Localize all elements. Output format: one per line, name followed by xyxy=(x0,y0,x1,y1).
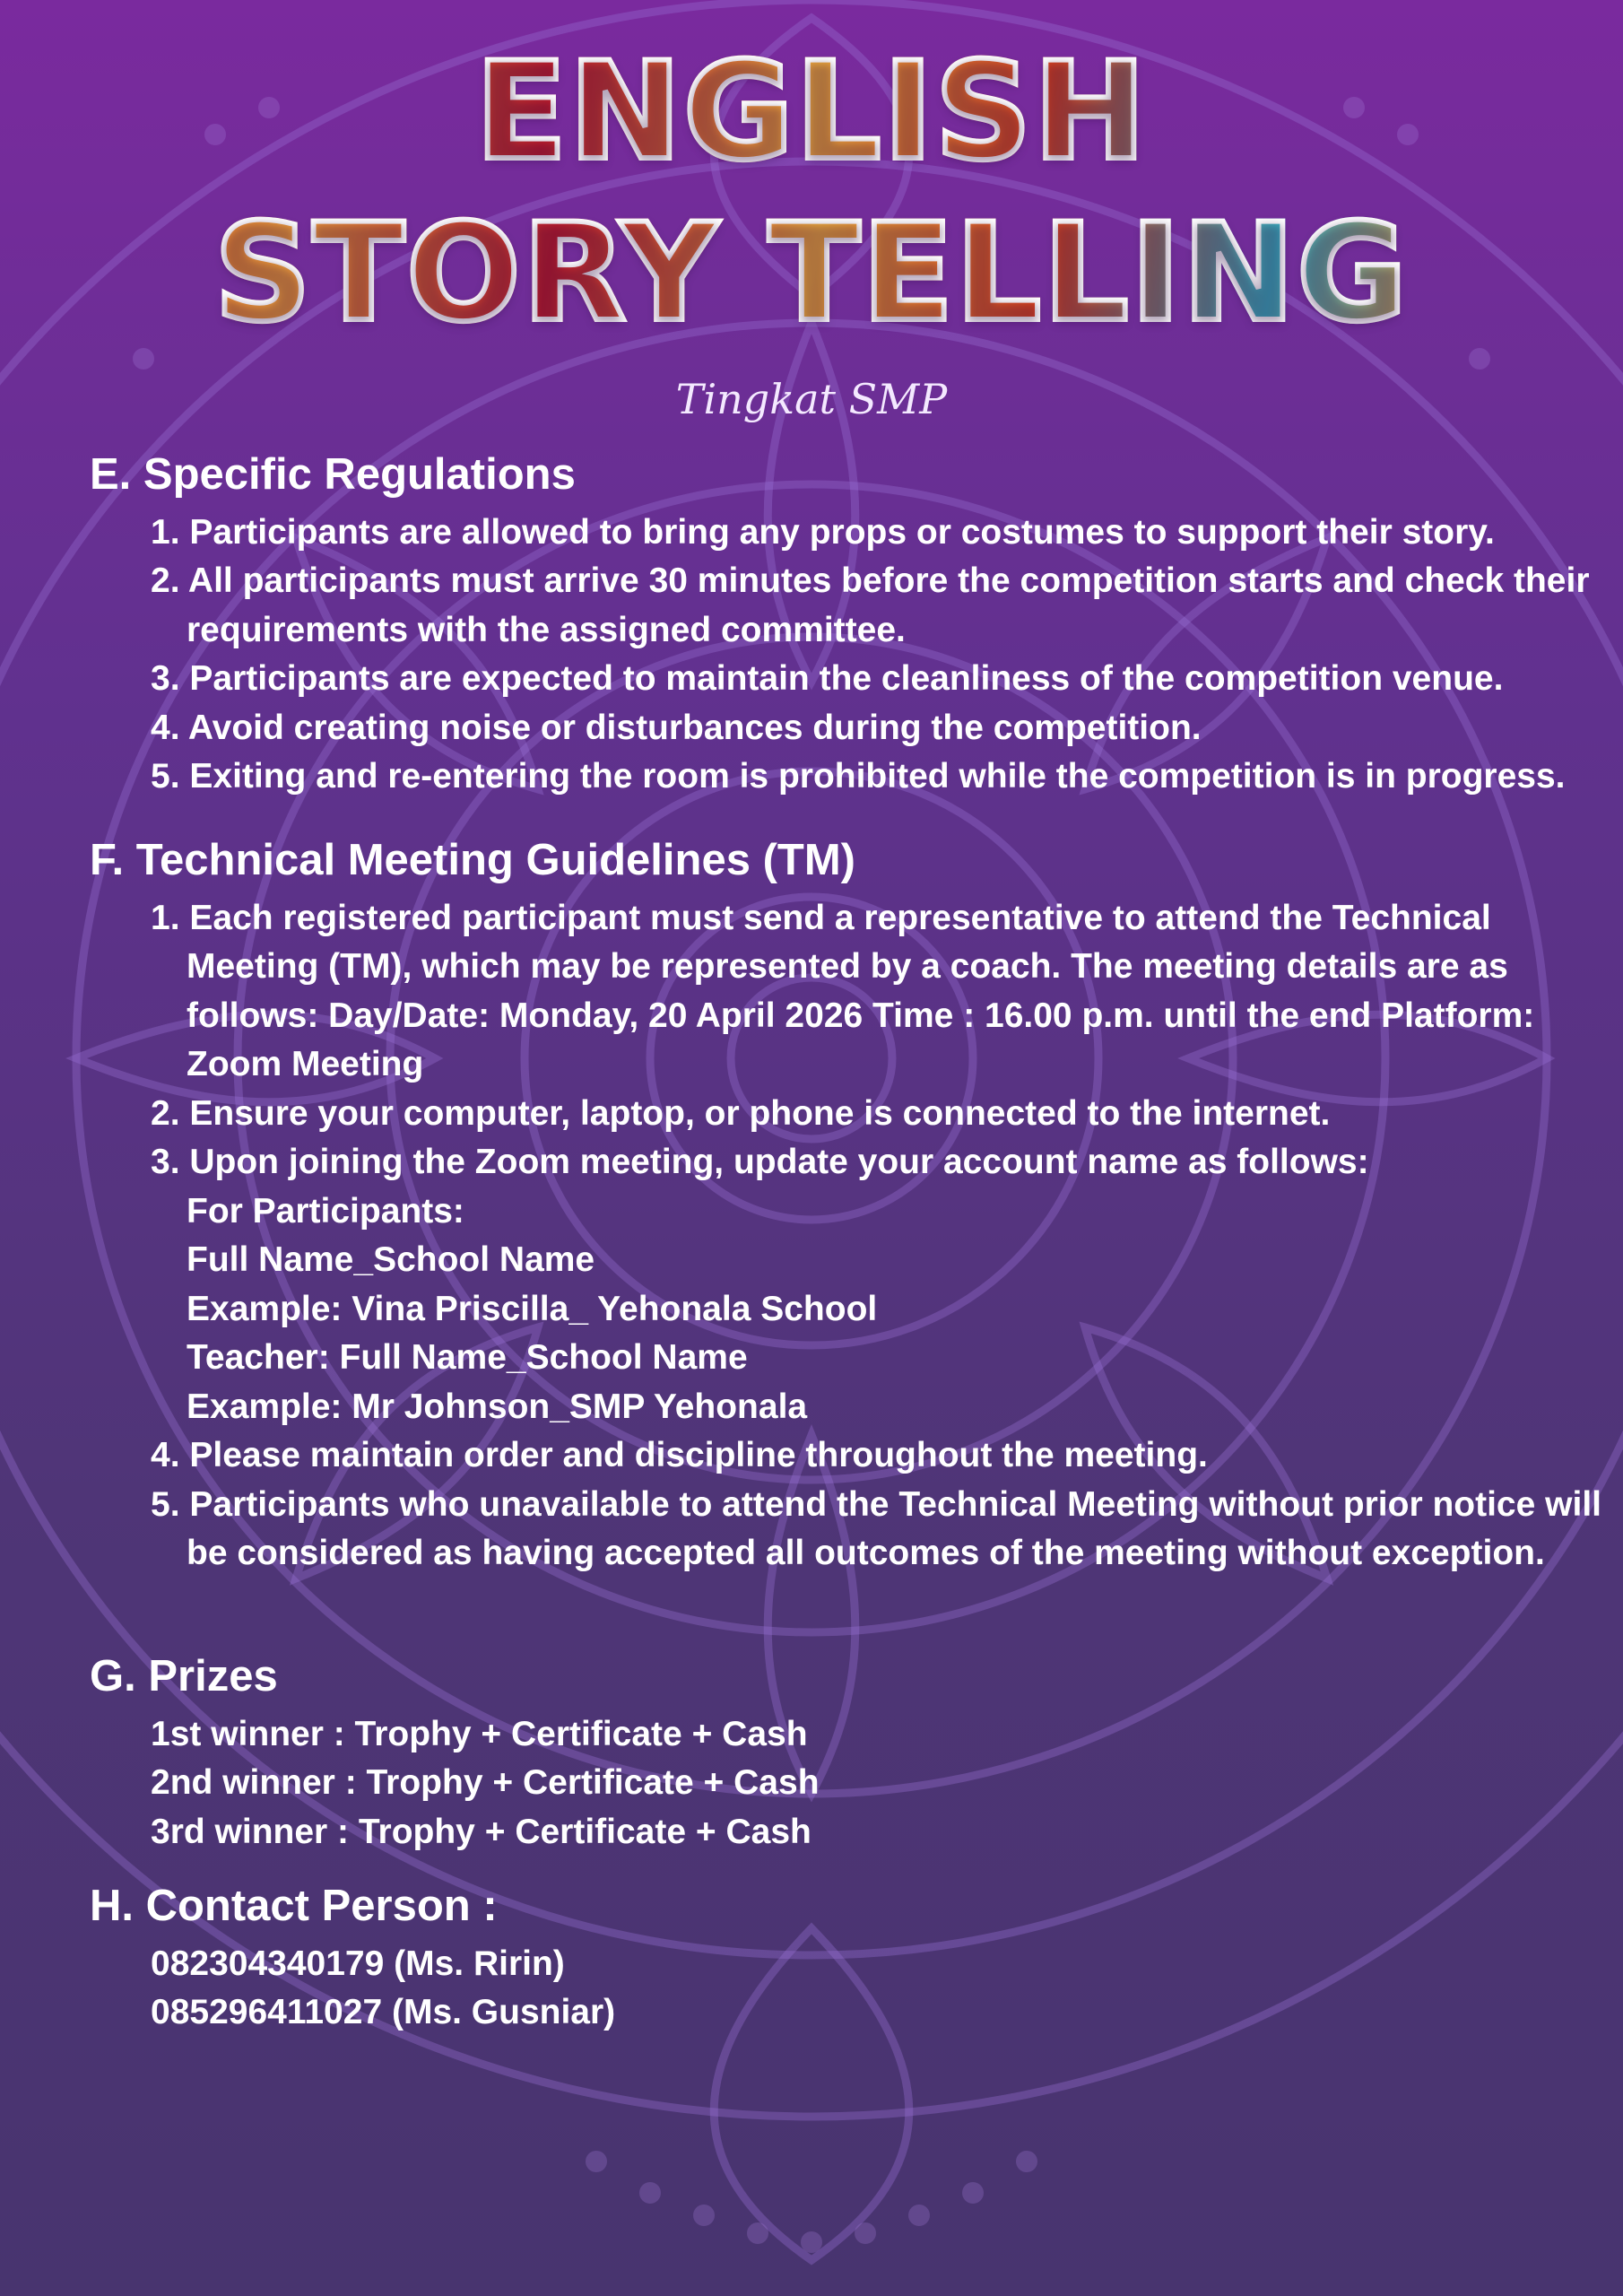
contact-item: 085296411027 (Ms. Gusniar) xyxy=(151,1993,616,2032)
naming-line: For Participants: xyxy=(187,1191,464,1231)
section-prizes xyxy=(90,1650,1605,1857)
list-item: 3. Participants are expected to maintain the cleanliness of the competition venue. xyxy=(151,659,1504,699)
prize-item: 1st winner : Trophy + Certificate + Cash xyxy=(151,1714,808,1753)
prize-item: 2nd winner : Trophy + Certificate + Cash xyxy=(151,1763,820,1803)
list-item-main: 3. Upon joining the Zoom meeting, update your account name as follows: xyxy=(151,1143,1369,1182)
section-heading: F. Technical Meeting Guidelines (TM) xyxy=(90,836,855,884)
list-item: 2. Ensure your computer, laptop, or phone is connected to the internet. xyxy=(151,1093,1331,1133)
list-item xyxy=(151,1138,1605,1431)
list-item: 1. Each registered participant must send a representative to attend the Technical Meeting (TM), which may be represented by a coach. The meeting details are as follows: Day/Date: Monday, 20 April 2026 Time : 16.00 p.m. until the end Platform: Zoom Meeting xyxy=(151,898,1535,1084)
section-heading: H. Contact Person : xyxy=(90,1882,498,1930)
naming-line: Full Name_School Name xyxy=(187,1240,595,1280)
list-item: 4. Avoid creating noise or disturbances during the competition. xyxy=(151,708,1202,747)
prizes-list xyxy=(90,1710,1605,1857)
title-line-english: ENGLISH xyxy=(0,45,1623,179)
list-item: 1. Participants are allowed to bring any props or costumes to support their story. xyxy=(151,512,1495,552)
section-specific-regulations xyxy=(90,448,1605,802)
section-heading: G. Prizes xyxy=(90,1652,278,1700)
contact-item: 082304340179 (Ms. Ririn) xyxy=(151,1944,565,1983)
section-technical-meeting xyxy=(90,834,1605,1578)
prize-item: 3rd winner : Trophy + Certificate + Cash xyxy=(151,1812,812,1851)
naming-line: Teacher: Full Name_School Name xyxy=(187,1338,748,1378)
poster-title xyxy=(0,34,1623,352)
title-line-story-telling: STORY TELLING xyxy=(0,206,1623,341)
subtitle: Tingkat SMP xyxy=(675,375,948,423)
contact-list xyxy=(90,1940,1605,2038)
section-heading: E. Specific Regulations xyxy=(90,450,576,499)
regulations-list xyxy=(90,509,1605,802)
list-item: 2. All participants must arrive 30 minutes before the competition starts and check their requirements with the assigned committee. xyxy=(151,561,1590,649)
naming-line: Example: Mr Johnson_SMP Yehonala xyxy=(187,1387,808,1426)
technical-meeting-list xyxy=(90,894,1605,1578)
list-item: 5. Participants who unavailable to attend the Technical Meeting without prior notice will be considered as having accepted all outcomes of the meeting without exception. xyxy=(151,1484,1601,1573)
list-item: 5. Exiting and re-entering the room is prohibited while the competition is in progress. xyxy=(151,757,1566,796)
section-contact-person xyxy=(90,1880,1605,2038)
naming-line: Example: Vina Priscilla_ Yehonala School xyxy=(187,1289,878,1328)
list-item: 4. Please maintain order and discipline throughout the meeting. xyxy=(151,1436,1208,1475)
